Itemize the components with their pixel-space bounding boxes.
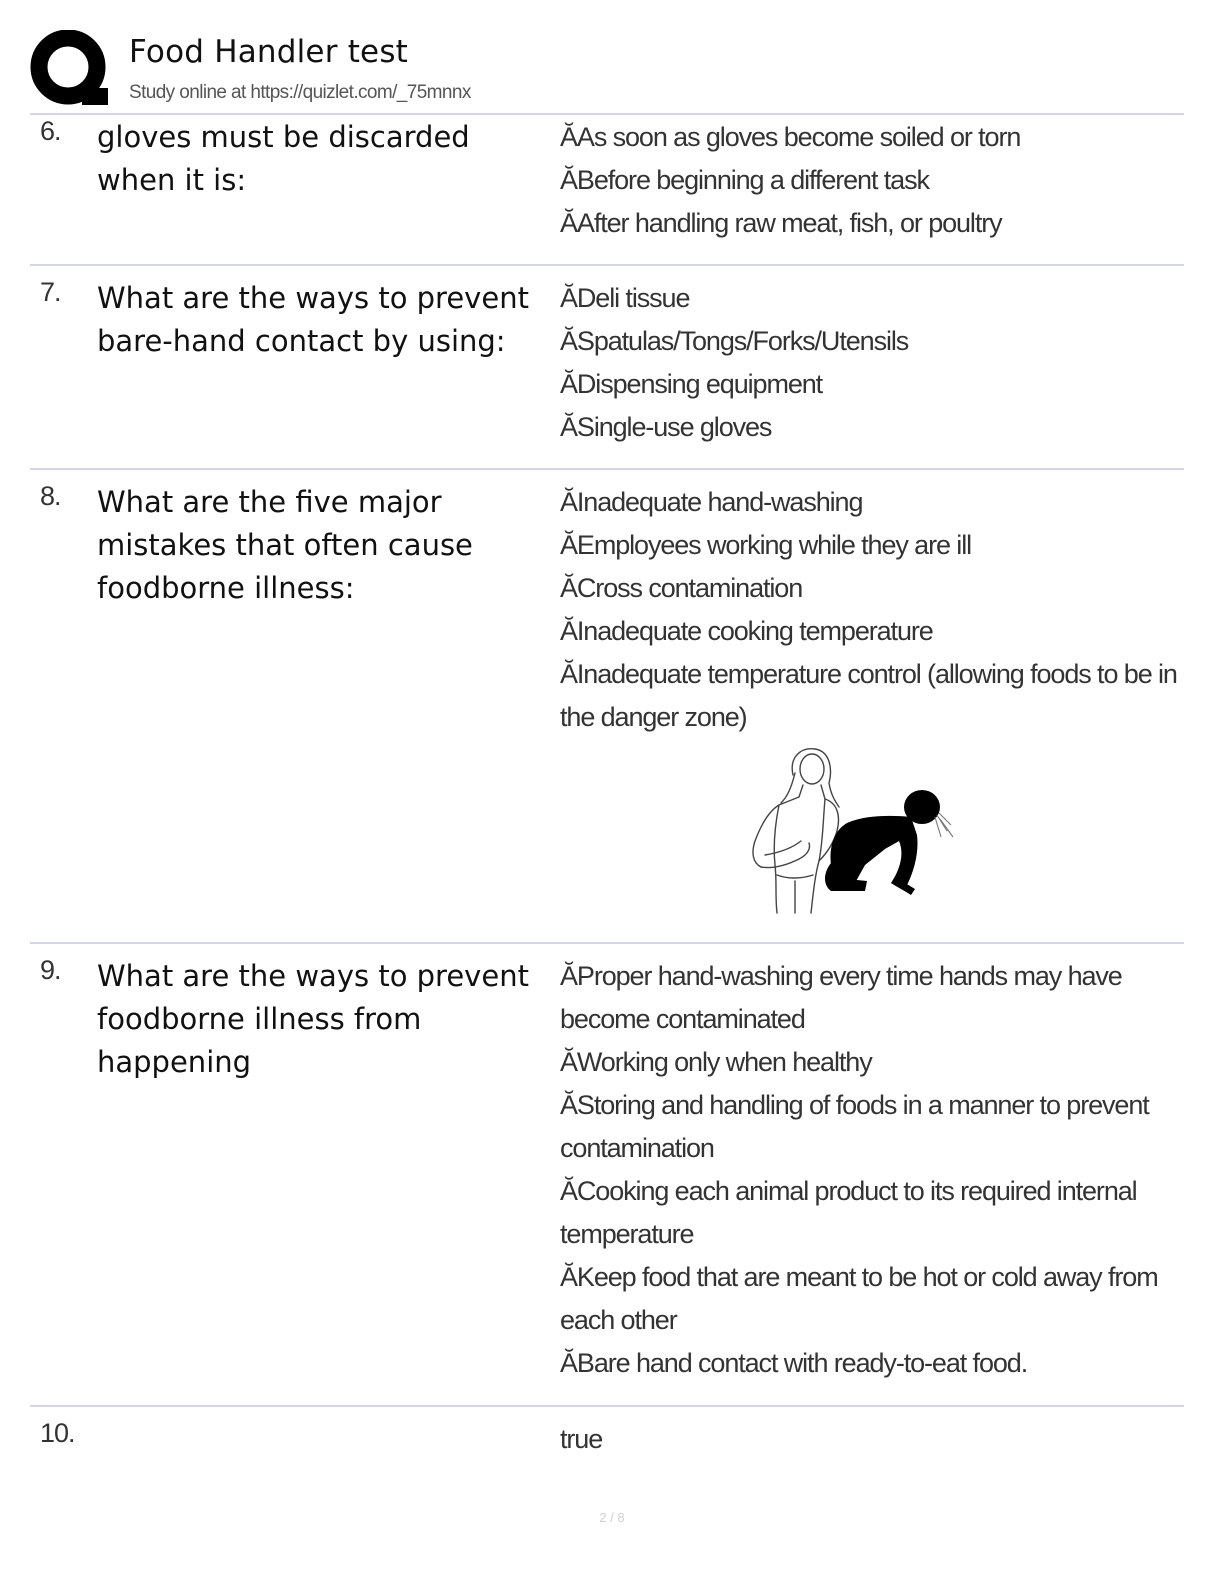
card-definition [560,277,1180,449]
card-number: 10. [40,1418,75,1448]
definition-line: ĂSingle-use gloves [560,412,772,442]
page-number: 2 / 8 [599,1510,625,1525]
set-title: Food Handler test [129,34,409,70]
card-definition [560,1418,1180,1461]
definition-line: ĂStoring and handling of foods in a manner to prevent contamination [560,1090,1149,1163]
definition-line: ĂCross contamination [560,573,803,603]
definition-line: ĂCooking each animal product to its required internal temperature [560,1176,1137,1249]
card-definition [560,955,1180,1385]
card-number: 6. [40,116,61,146]
definition-line: ĂSpatulas/Tongs/Forks/Utensils [560,326,909,356]
sick-people-illustration [715,745,955,920]
card-definition [560,481,1180,739]
card-term: What are the ways to prevent foodborne illness from happening [97,959,529,1079]
page-header [30,28,1184,114]
study-url: Study online at https://quizlet.com/_75mnnx [129,82,471,103]
definition-line: ĂProper hand-washing every time hands may have become contaminated [560,961,1122,1034]
divider [30,468,1184,470]
definition-line: ĂDeli tissue [560,283,690,313]
definition-line: ĂAfter handling raw meat, fish, or poultry [560,208,1002,238]
divider [30,113,1184,115]
card-number: 8. [40,481,61,511]
definition-line: ĂInadequate temperature control (allowing foods to be in the danger zone) [560,659,1177,732]
card-definition [560,116,1180,245]
quizlet-logo-icon [30,30,110,108]
definition-line: ĂInadequate cooking temperature [560,616,933,646]
definition-line: ĂAs soon as gloves become soiled or torn [560,122,1021,152]
definition-line: ĂBare hand contact with ready-to-eat food. [560,1348,1028,1378]
definition-line: ĂKeep food that are meant to be hot or cold away from each other [560,1262,1158,1335]
card-number: 7. [40,277,61,307]
definition-line: ĂEmployees working while they are ill [560,530,971,560]
definition-line: true [560,1424,603,1454]
definition-line: ĂDispensing equipment [560,369,823,399]
divider [30,942,1184,944]
definition-line: ĂWorking only when healthy [560,1047,872,1077]
card-term: What are the five major mistakes that often cause foodborne illness: [97,485,473,605]
card-term: gloves must be discarded when it is: [97,120,470,197]
card-term: What are the ways to prevent bare-hand contact by using: [97,281,529,358]
card-number: 9. [40,955,61,985]
definition-line: ĂInadequate hand-washing [560,487,863,517]
definition-line: ĂBefore beginning a different task [560,165,929,195]
divider [30,1405,1184,1407]
divider [30,264,1184,266]
